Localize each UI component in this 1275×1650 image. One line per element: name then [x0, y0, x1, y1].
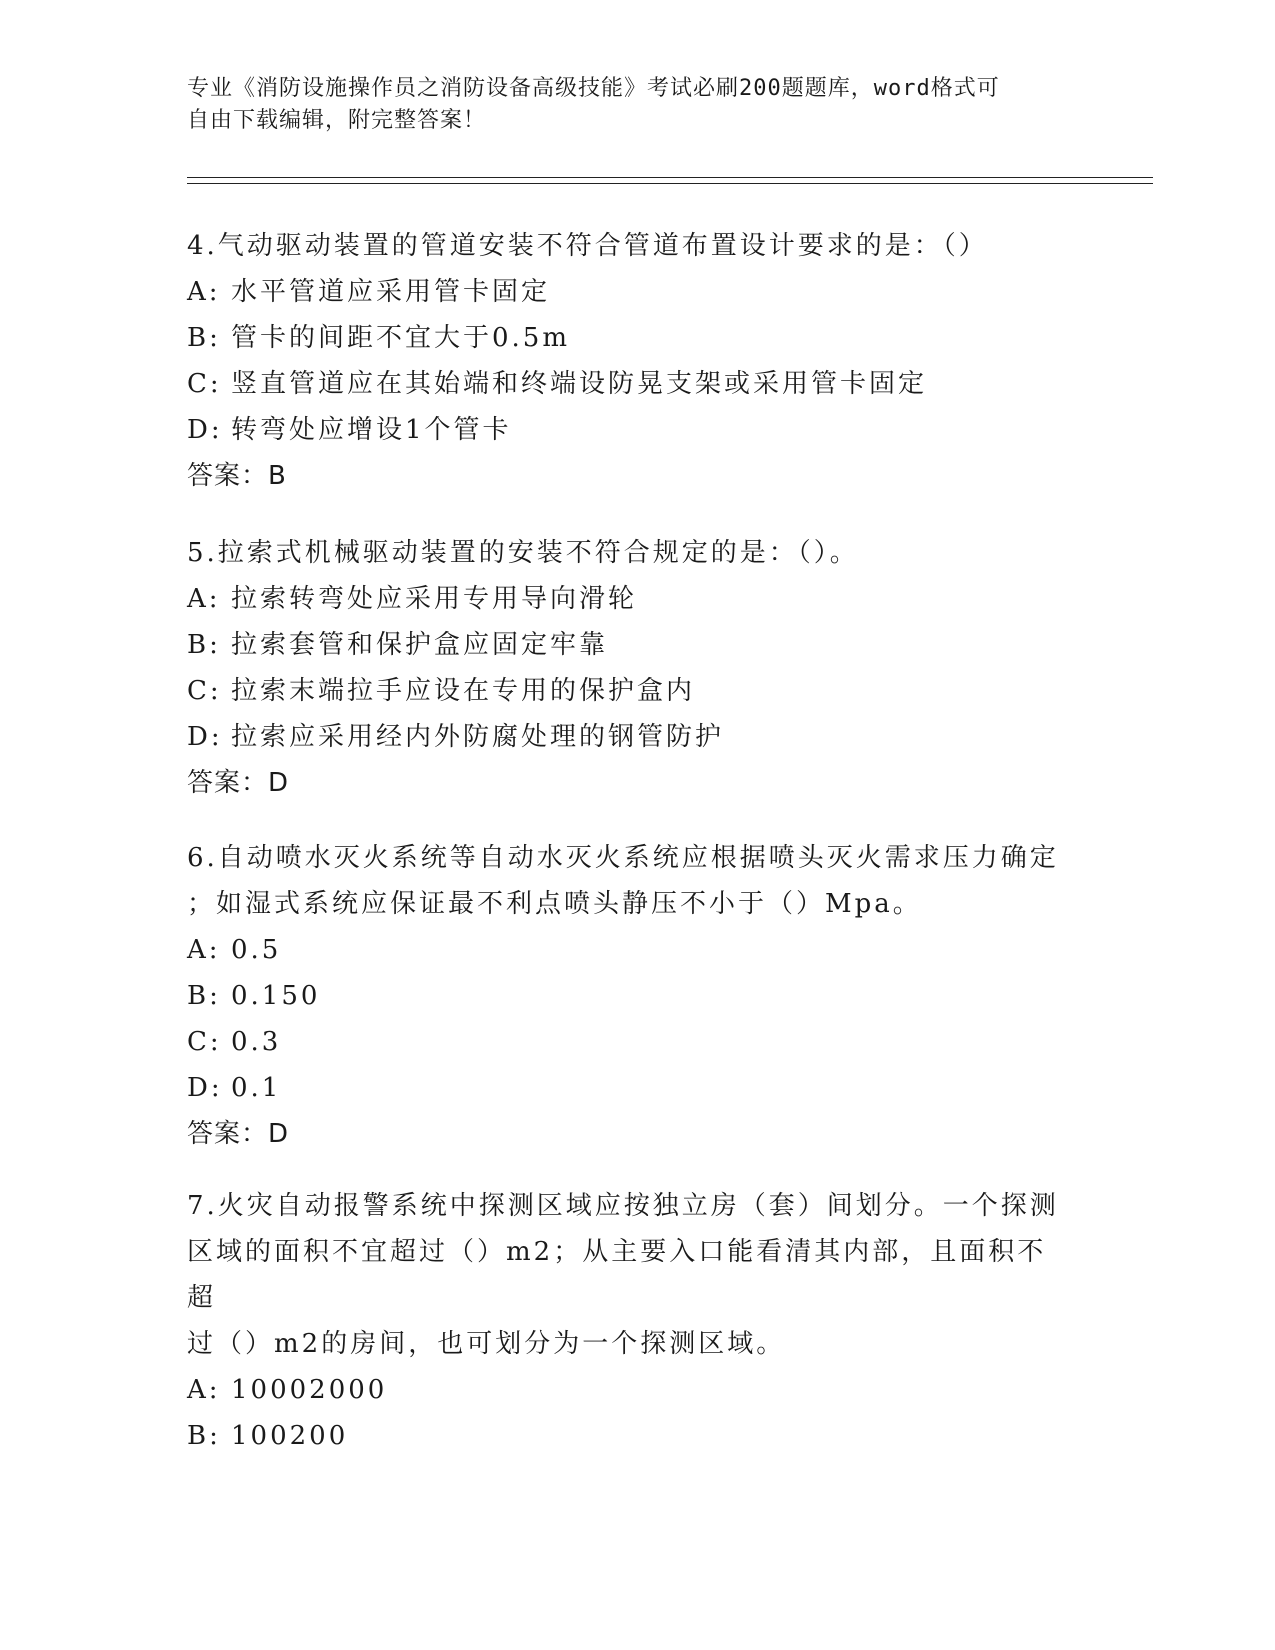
option-letter: B:	[187, 981, 221, 1011]
option-text: 拉索末端拉手应设在专用的保护盒内	[231, 676, 696, 706]
option-d	[187, 714, 1067, 760]
header-line-2: 自由下载编辑，附完整答案！	[187, 108, 487, 133]
option-letter: D:	[187, 1073, 223, 1103]
document-header	[187, 73, 1067, 137]
option-d	[187, 407, 1067, 453]
question-stem: 过（）m2的房间，也可划分为一个探测区域。	[187, 1329, 786, 1359]
option-letter: C:	[187, 369, 222, 399]
question-stem: 区域的面积不宜超过（）m2；从主要入口能看清其内部，且面积不超	[187, 1237, 1047, 1313]
option-b	[187, 973, 1067, 1019]
option-text: 0.5	[231, 935, 282, 965]
option-c	[187, 1019, 1067, 1065]
option-text: 管卡的间距不宜大于0.5m	[231, 323, 571, 353]
option-b	[187, 315, 1067, 361]
option-b	[187, 1413, 1067, 1459]
option-letter: C:	[187, 676, 222, 706]
option-a	[187, 576, 1067, 622]
answer-line: 答案：D	[187, 768, 290, 798]
option-d	[187, 1065, 1067, 1111]
option-letter: A:	[187, 1375, 221, 1405]
header-divider-top	[187, 177, 1153, 178]
question-stem: 7.火灾自动报警系统中探测区域应按独立房（套）间划分。一个探测	[187, 1191, 1059, 1221]
option-text: 转弯处应增设1个管卡	[231, 415, 512, 445]
option-letter: B:	[187, 323, 221, 353]
option-text: 100200	[231, 1421, 349, 1451]
option-text: 0.3	[231, 1027, 282, 1057]
question-4	[187, 223, 1067, 499]
option-text: 拉索转弯处应采用专用导向滑轮	[231, 584, 638, 614]
question-stem: 6.自动喷水灭火系统等自动水灭火系统应根据喷头灭火需求压力确定	[187, 843, 1059, 873]
option-letter: D:	[187, 722, 223, 752]
option-a	[187, 927, 1067, 973]
option-text: 水平管道应采用管卡固定	[231, 277, 551, 307]
question-6	[187, 835, 1067, 1157]
option-a	[187, 1367, 1067, 1413]
option-b	[187, 622, 1067, 668]
answer-line: 答案：B	[187, 461, 287, 491]
option-a	[187, 269, 1067, 315]
option-letter: B:	[187, 630, 221, 660]
option-text: 0.150	[231, 981, 321, 1011]
option-text: 竖直管道应在其始端和终端设防晃支架或采用管卡固定	[231, 369, 928, 399]
option-letter: A:	[187, 935, 221, 965]
option-text: 10002000	[231, 1375, 388, 1405]
option-letter: C:	[187, 1027, 222, 1057]
question-stem: 4.气动驱动装置的管道安装不符合管道布置设计要求的是：（）	[187, 231, 988, 261]
option-letter: B:	[187, 1421, 221, 1451]
option-text: 拉索应采用经内外防腐处理的钢管防护	[231, 722, 725, 752]
question-stem: 5.拉索式机械驱动装置的安装不符合规定的是：（）。	[187, 538, 859, 568]
option-c	[187, 668, 1067, 714]
option-text: 0.1	[231, 1073, 282, 1103]
question-stem: ；如湿式系统应保证最不利点喷头静压不小于（）Mpa。	[187, 889, 922, 919]
header-line-1: 专业《消防设施操作员之消防设备高级技能》考试必刷200题题库，word格式可	[187, 76, 1000, 101]
option-c	[187, 361, 1067, 407]
option-text: 拉索套管和保护盒应固定牢靠	[231, 630, 609, 660]
question-7	[187, 1183, 1067, 1459]
option-letter: A:	[187, 277, 221, 307]
question-5	[187, 530, 1067, 806]
option-letter: D:	[187, 415, 223, 445]
option-letter: A:	[187, 584, 221, 614]
answer-line: 答案：D	[187, 1119, 290, 1149]
header-divider-bottom	[187, 183, 1153, 184]
